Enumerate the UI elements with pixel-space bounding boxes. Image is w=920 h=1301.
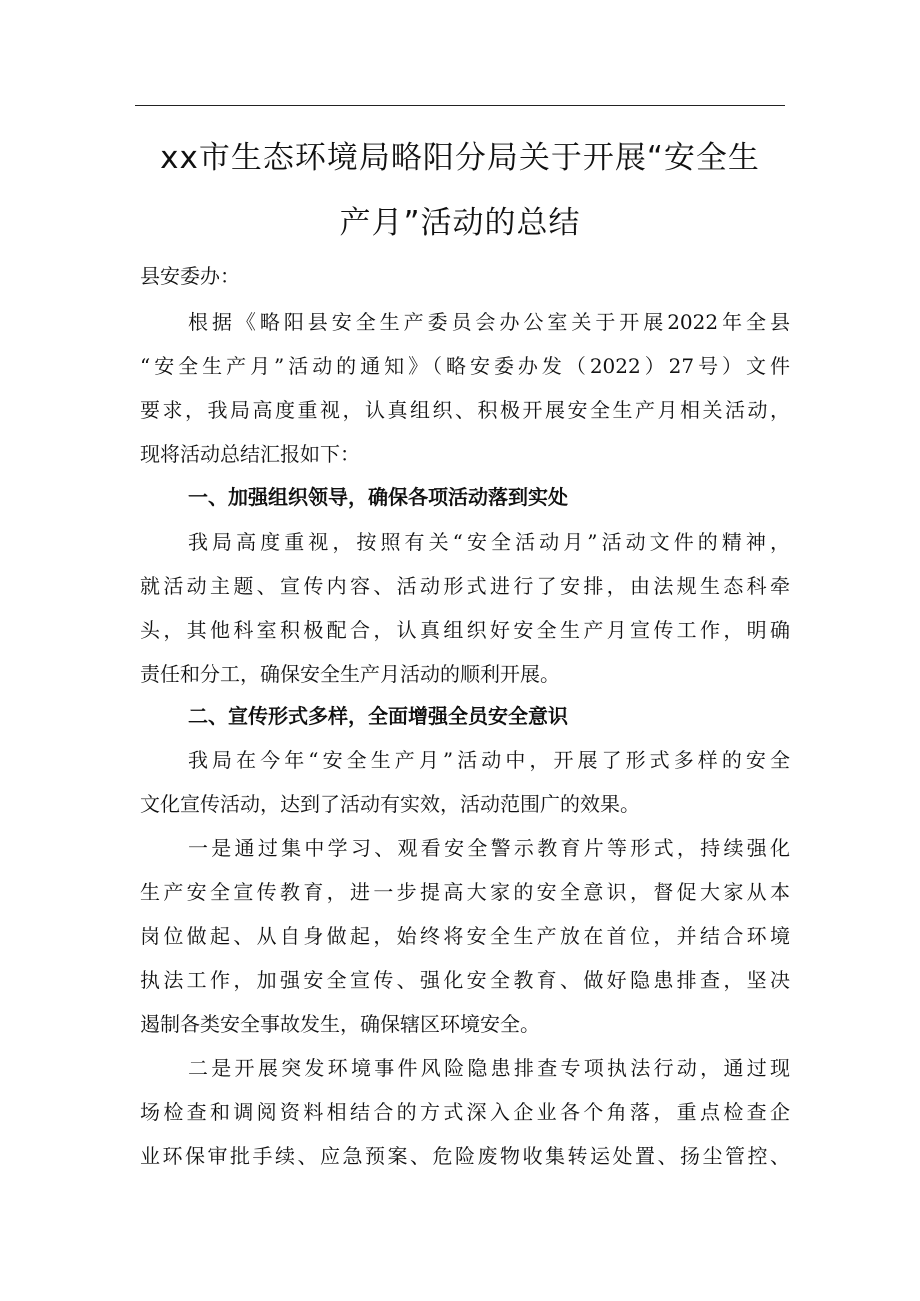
section-1-line: 责任和分工，确保安全生产月活动的顺利开展。	[140, 662, 560, 686]
section-1-line: 我局高度重视，按照有关“安全活动月”活动文件的精神，	[188, 530, 790, 554]
section-2-line: 遏制各类安全事故发生，确保辖区环境安全。	[140, 1012, 540, 1036]
section-1-line: 就活动主题、宣传内容、活动形式进行了安排，由法规生态科牵	[140, 574, 790, 598]
document-title-line-2: 产月”活动的总结	[339, 205, 581, 241]
section-2-line: 岗位做起、从自身做起，始终将安全生产放在首位，并结合环境	[140, 924, 790, 948]
intro-line: “安全生产月”活动的通知》（略安委办发（2022）27号）文件	[140, 354, 790, 378]
section-2-line: 二是开展突发环境事件风险隐患排查专项执法行动，通过现	[188, 1056, 790, 1080]
section-2-line: 生产安全宣传教育，进一步提高大家的安全意识，督促大家从本	[140, 880, 790, 904]
section-2-line: 业环保审批手续、应急预案、危险废物收集转运处置、扬尘管控、	[140, 1144, 790, 1168]
intro-line: 要求，我局高度重视，认真组织、积极开展安全生产月相关活动，	[140, 398, 790, 422]
section-2-heading: 二、宣传形式多样，全面增强全员安全意识	[188, 704, 568, 728]
section-2-line: 我局在今年“安全生产月”活动中，开展了形式多样的安全	[188, 748, 790, 772]
salutation: 县安委办：	[140, 264, 240, 288]
section-2-line: 执法工作，加强安全宣传、强化安全教育、做好隐患排查，坚决	[140, 968, 790, 992]
section-1-line: 头，其他科室积极配合，认真组织好安全生产月宣传工作，明确	[140, 618, 790, 642]
section-2-line: 一是通过集中学习、观看安全警示教育片等形式，持续强化	[188, 836, 790, 860]
section-1-heading: 一、加强组织领导，确保各项活动落到实处	[188, 485, 568, 509]
intro-line: 现将活动总结汇报如下：	[140, 442, 360, 466]
section-2-line: 场检查和调阅资料相结合的方式深入企业各个角落，重点检查企	[140, 1100, 790, 1124]
header-rule	[135, 105, 785, 106]
section-2-line: 文化宣传活动，达到了活动有实效，活动范围广的效果。	[140, 792, 640, 816]
intro-line: 根据《略阳县安全生产委员会办公室关于开展2022年全县	[188, 310, 790, 334]
document-title-line-1: xx市生态环境局略阳分局关于开展“安全生	[160, 140, 760, 176]
